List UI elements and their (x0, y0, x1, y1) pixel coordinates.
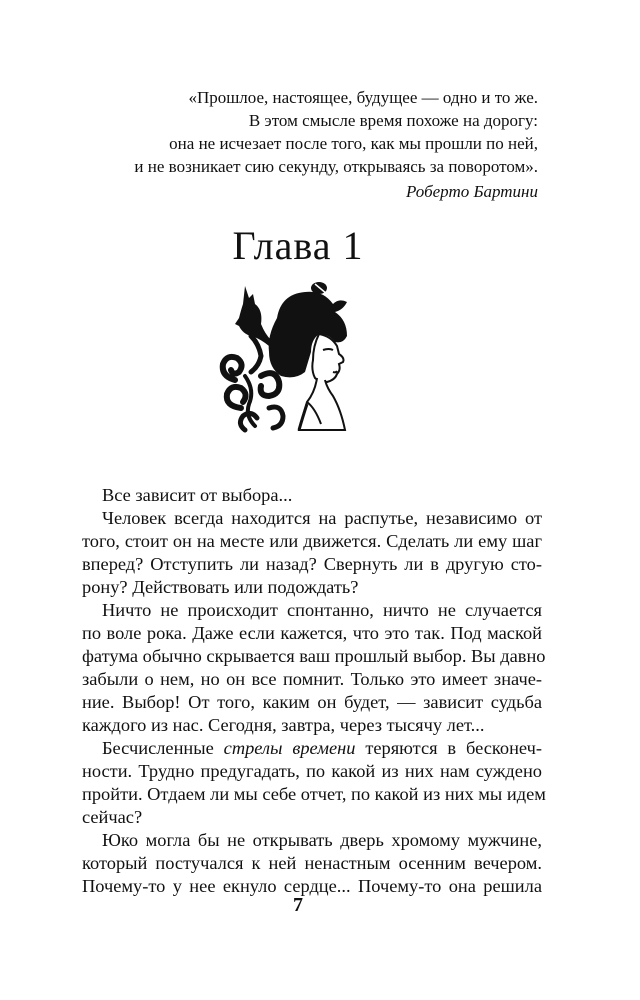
text-line: который постучался к ней ненастным осенним вечером. (82, 853, 542, 873)
text-fragment: теряются в бесконеч- (365, 738, 542, 758)
text-line: фатума обычно скрывается ваш прошлый выбор. Вы давно (82, 646, 546, 666)
text-line: Ничто не происходит спонтанно, ничто не случается (102, 600, 542, 620)
text-line: вперед? Отступить ли назад? Свернуть ли в другую сто- (82, 554, 542, 574)
epigraph-line: и не возникает сию секунду, открываясь за поворотом». (134, 157, 538, 176)
text-line: того, стоит он на месте или движется. Сделать ли ему шаг (82, 531, 542, 551)
epigraph-author: Роберто Бартини (406, 182, 538, 201)
epigraph (120, 86, 538, 203)
body-text (82, 484, 546, 898)
italic-phrase: стрелы времени (223, 738, 356, 758)
chapter-title: Глава 1 (232, 223, 364, 268)
geisha-with-cat-icon (215, 280, 375, 440)
text-fragment: Бесчисленные (102, 738, 214, 758)
text-line: ности. Трудно предугадать, по какой из них нам суждено (82, 761, 542, 781)
text-line (82, 737, 542, 760)
text-line: сейчас? (82, 807, 143, 827)
epigraph-line: она не исчезает после того, как мы прошли по ней, (169, 134, 538, 153)
text-line: Почему-то у нее екнуло сердце... Почему-то она решила (82, 876, 542, 896)
text-line: рону? Действовать или подождать? (82, 577, 359, 597)
text-line: забыли о нем, но он все помнит. Только это имеет значе- (82, 669, 542, 689)
text-line: Человек всегда находится на распутье, независимо от (102, 508, 542, 528)
text-line: ние. Выбор! От того, каким он будет, — зависит судьба (82, 692, 542, 712)
page-number: 7 (293, 894, 303, 916)
epigraph-line: «Прошлое, настоящее, будущее — одно и то же. (188, 88, 538, 107)
epigraph-line: В этом смысле время похоже на дорогу: (248, 111, 538, 130)
text-line: Все зависит от выбора... (102, 485, 293, 505)
text-line: Юко могла бы не открывать дверь хромому мужчине, (102, 830, 542, 850)
text-line: пройти. Отдаем ли мы себе отчет, по какой из них мы идем (82, 784, 546, 804)
text-line: каждого из нас. Сегодня, завтра, через тысячу лет... (82, 715, 485, 735)
text-line: по воле рока. Даже если кажется, что это так. Под маской (82, 623, 542, 643)
